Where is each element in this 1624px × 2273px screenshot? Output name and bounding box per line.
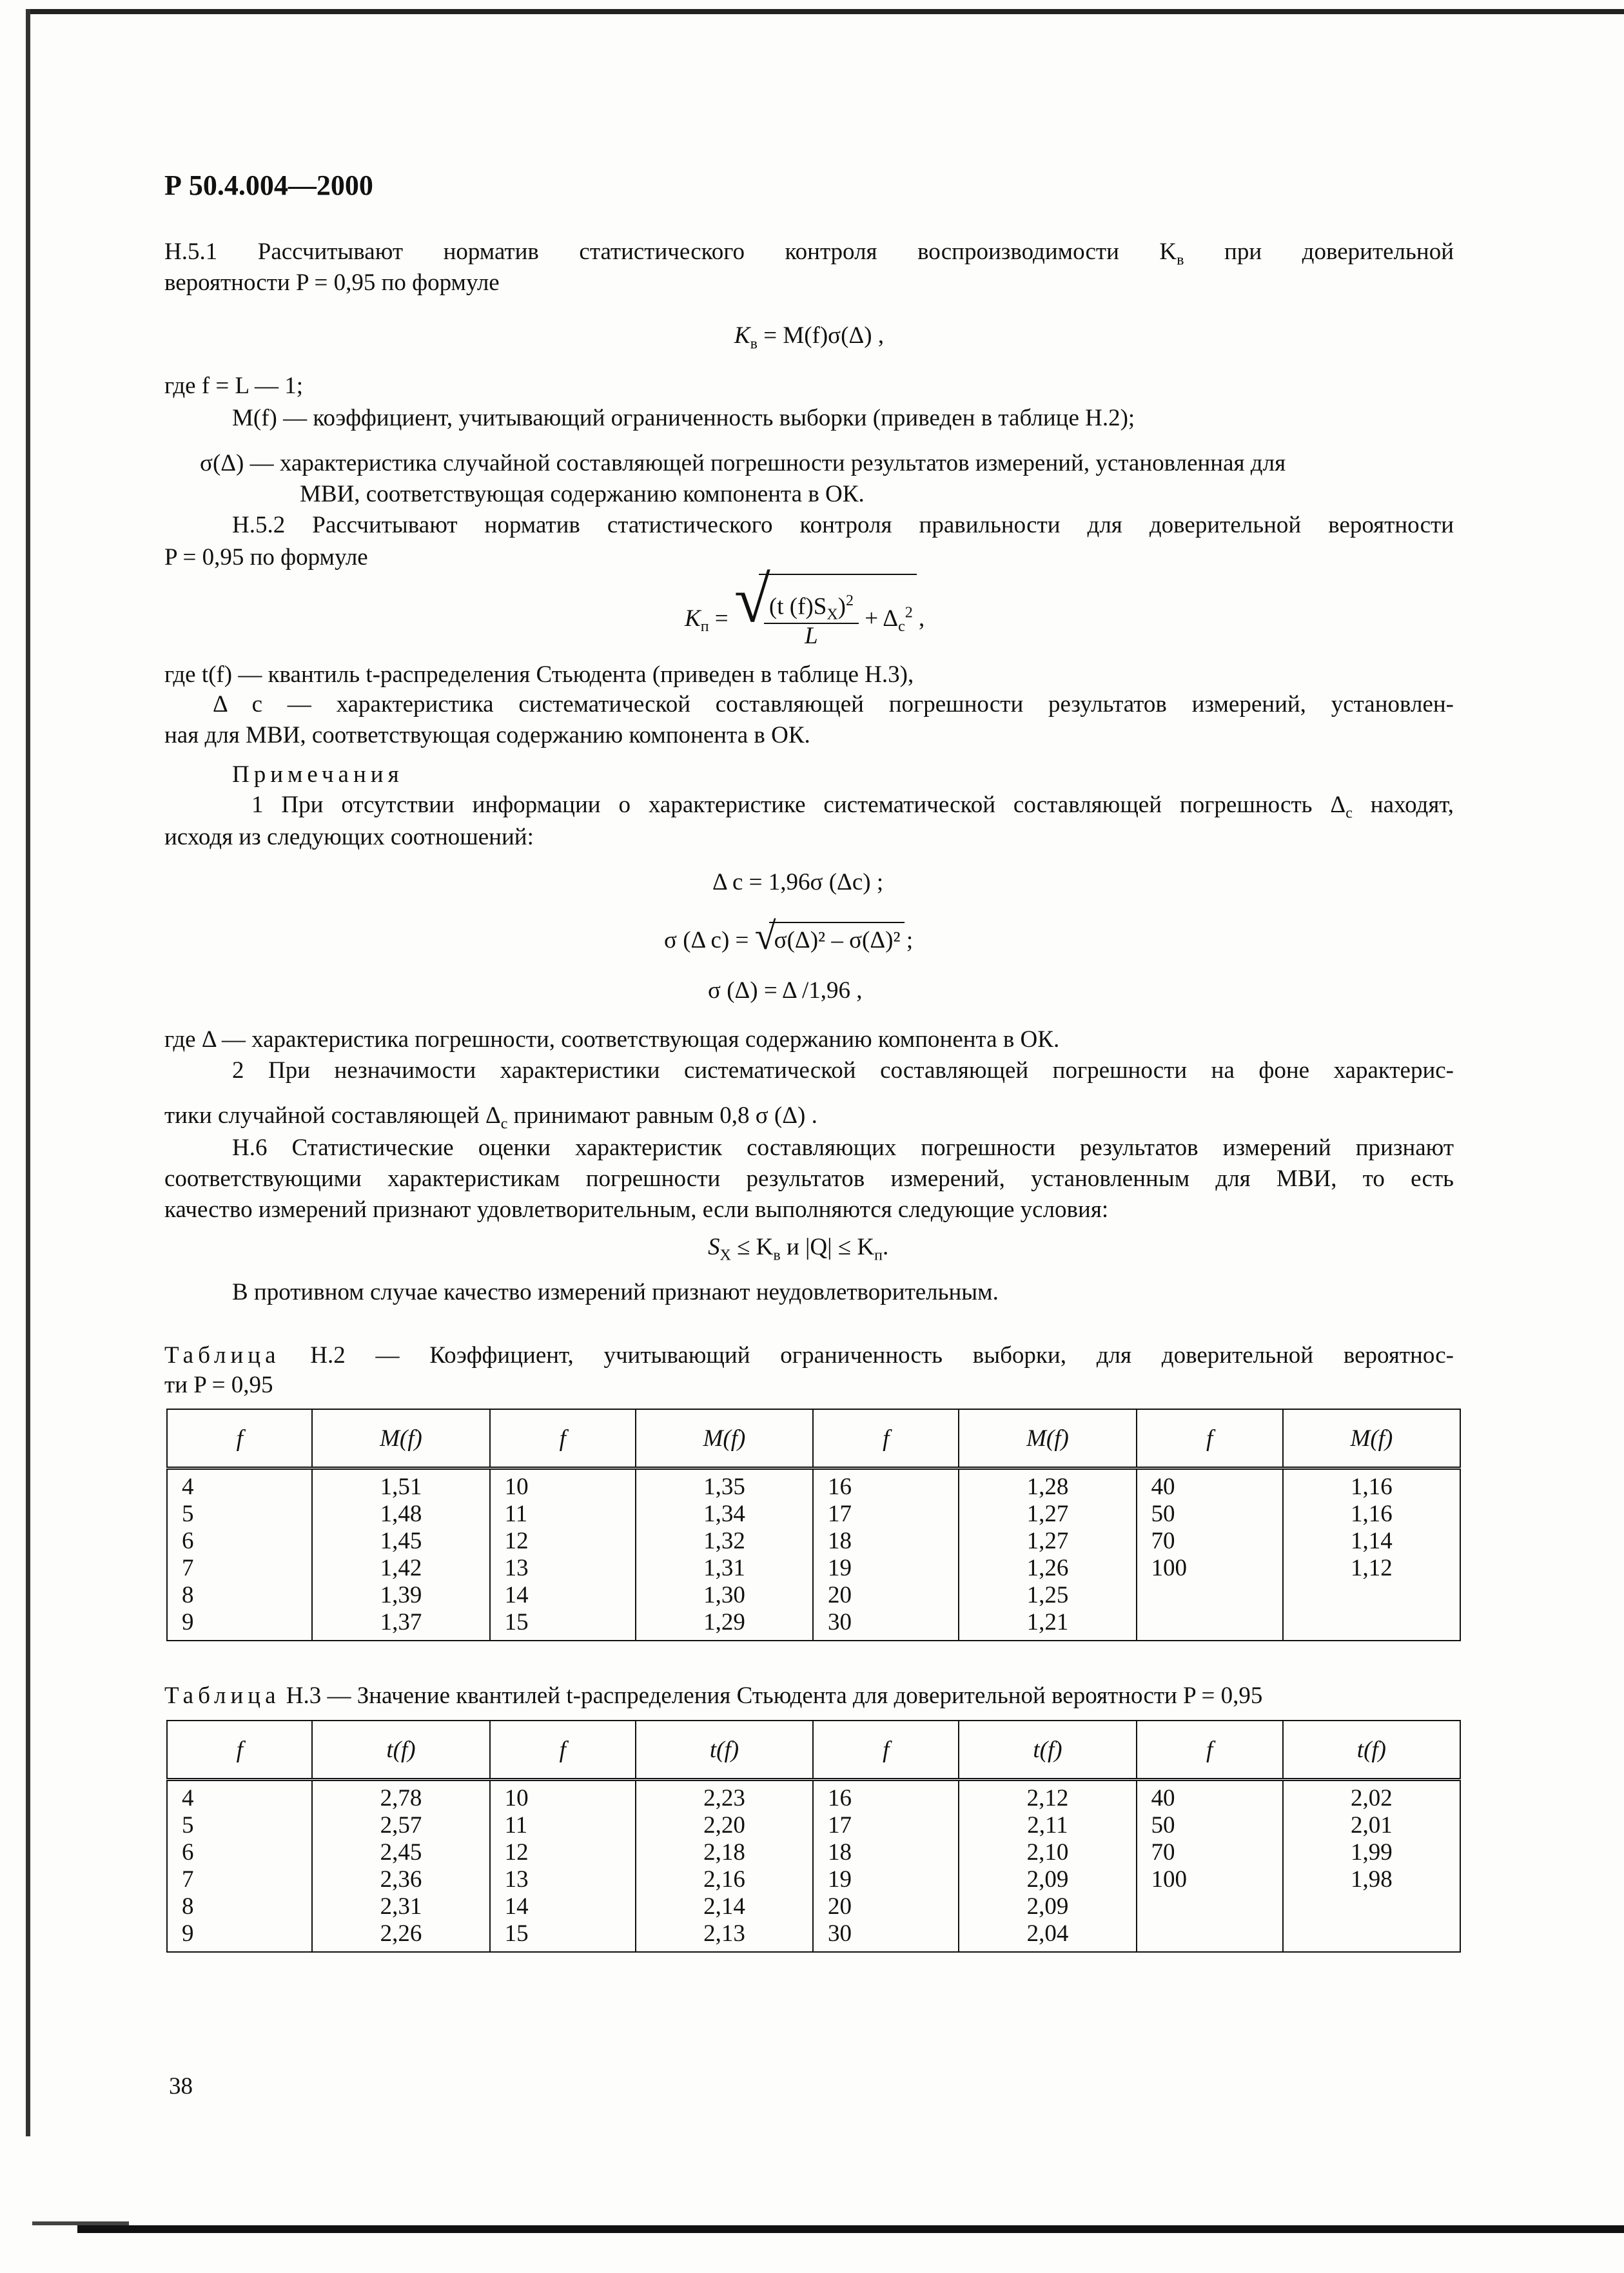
table3-header: t(f) — [1283, 1721, 1460, 1780]
formula-sigma-delta: σ (Δ) = Δ /1,96 , — [708, 977, 863, 1004]
table-cell: 4 — [182, 1785, 194, 1811]
h6-line2: соответствующими характеристикам погрешности результатов измерений, установленным для МВИ, то есть — [164, 1166, 1454, 1192]
table-cell: 20 — [828, 1893, 852, 1920]
table2-header: M(f) — [959, 1409, 1136, 1468]
table-cell: 2,04 — [1026, 1920, 1069, 1947]
table-cell: 1,30 — [703, 1582, 745, 1608]
h6-line1: Н.6 Статистические оценки характеристик составляющих погрешности результатов измерений признают — [232, 1135, 1454, 1161]
table-cell: 1,51 — [380, 1474, 422, 1500]
note1-line2: исходя из следующих соотношений: — [164, 824, 534, 850]
h52-paragraph-line2: P = 0,95 по формуле — [164, 544, 368, 571]
table2-column — [1283, 1468, 1460, 1641]
table2-column — [813, 1468, 959, 1641]
table3-caption: Таблица Н.3 — Значение квантилей t-распределения Стьюдента для доверительной вероятности P = 0,95 — [164, 1683, 1263, 1709]
table-cell: 8 — [182, 1582, 194, 1608]
table-cell: 1,99 — [1351, 1839, 1393, 1866]
table2-column — [1137, 1468, 1283, 1641]
table-cell: 2,13 — [703, 1920, 745, 1947]
table-cell: 1,34 — [703, 1501, 745, 1527]
table-cell: 1,32 — [703, 1528, 745, 1554]
table-cell: 1,12 — [1351, 1555, 1393, 1581]
table-cell: 2,26 — [380, 1920, 422, 1947]
h6-condition: $S_X \le K_в$ и $|Q| \le K_п$. — [708, 1234, 889, 1264]
table-cell: 1,16 — [1351, 1474, 1393, 1500]
table-cell: 40 — [1151, 1474, 1175, 1500]
table-cell: 2,57 — [380, 1812, 422, 1839]
table-cell: 1,35 — [703, 1474, 745, 1500]
table3-column — [167, 1780, 312, 1953]
table3-column — [312, 1780, 489, 1953]
table-cell: 1,14 — [1351, 1528, 1393, 1554]
table-cell: 2,36 — [380, 1866, 422, 1893]
table-cell: 2,78 — [380, 1785, 422, 1811]
note1-line1: 1 При отсутствии информации о характеристике систематической составляющей погрешность $\Delta_с$ находят, — [251, 792, 1454, 822]
note2-line1: 2 При незначимости характеристики систематической составляющей погрешности на фоне характерис- — [232, 1057, 1454, 1084]
table-cell: 1,25 — [1026, 1582, 1069, 1608]
table-cell: 5 — [182, 1812, 194, 1839]
table-cell: 5 — [182, 1501, 194, 1527]
table-cell: 1,26 — [1026, 1555, 1069, 1581]
table-cell: 1,16 — [1351, 1501, 1393, 1527]
table-cell: 1,39 — [380, 1582, 422, 1608]
table-cell: 2,11 — [1027, 1812, 1068, 1839]
table-cell: 8 — [182, 1893, 194, 1920]
table3-header: f — [813, 1721, 959, 1780]
table-cell: 9 — [182, 1609, 194, 1635]
formula-sigma-delta-c: σ (Δ с) = √ σ(Δ)² – σ(Δ)² ; — [664, 915, 914, 957]
formula-kv: $K_в = M(f)\sigma(\Delta)$ , — [734, 322, 885, 353]
table-cell: 1,45 — [380, 1528, 422, 1554]
table-cell: 2,09 — [1026, 1893, 1069, 1920]
table2-header: M(f) — [636, 1409, 813, 1468]
table-cell: 7 — [182, 1866, 194, 1893]
document-id: Р 50.4.004—2000 — [164, 170, 373, 201]
table-cell: 11 — [504, 1812, 528, 1839]
note2-line2: тики случайной составляющей $\Delta_с$ принимают равным 0,8 σ (Δ) . — [164, 1102, 817, 1133]
table3-column — [959, 1780, 1136, 1953]
table2-header: M(f) — [312, 1409, 489, 1468]
table-cell: 1,27 — [1026, 1528, 1069, 1554]
table3-column — [490, 1780, 636, 1953]
table-cell: 19 — [828, 1866, 852, 1893]
table-cell: 15 — [504, 1920, 529, 1947]
table-cell: 2,18 — [703, 1839, 745, 1866]
scan-border-top — [26, 9, 1624, 14]
table-cell: 12 — [504, 1528, 529, 1554]
h6-conclusion: В противном случае качество измерений признают неудовлетворительным. — [232, 1279, 999, 1305]
table2-header: f — [813, 1409, 959, 1468]
table-cell: 10 — [504, 1474, 529, 1500]
table-cell: 2,45 — [380, 1839, 422, 1866]
h52-where-line2: Δ с — характеристика систематической составляющей погрешности результатов измерений, установлен- — [213, 691, 1454, 717]
table-cell: 2,09 — [1026, 1866, 1069, 1893]
table-cell: 12 — [504, 1839, 529, 1866]
h51-where-line1: где f = L — 1; — [164, 373, 304, 399]
table-cell: 17 — [828, 1501, 852, 1527]
table2-column — [312, 1468, 489, 1641]
table3-header: f — [1137, 1721, 1283, 1780]
table-cell: 1,42 — [380, 1555, 422, 1581]
table-cell: 1,48 — [380, 1501, 422, 1527]
table2-caption-line2: ти P = 0,95 — [164, 1372, 273, 1398]
table-cell: 50 — [1151, 1812, 1175, 1839]
table-cell: 2,16 — [703, 1866, 745, 1893]
table3-header: t(f) — [959, 1721, 1136, 1780]
table2-body-row — [167, 1468, 1460, 1641]
table-cell: 1,27 — [1026, 1501, 1069, 1527]
table-cell: 15 — [504, 1609, 529, 1635]
table-cell: 1,29 — [703, 1609, 745, 1635]
page-number: 38 — [169, 2073, 193, 2100]
table2-column — [636, 1468, 813, 1641]
scan-border-left — [26, 9, 30, 2136]
table-cell: 50 — [1151, 1501, 1175, 1527]
table-cell: 2,12 — [1026, 1785, 1069, 1811]
table2-header-row — [167, 1409, 1460, 1468]
table-cell: 2,01 — [1351, 1812, 1393, 1839]
table-cell: 1,21 — [1026, 1609, 1069, 1635]
table-cell: 16 — [828, 1785, 852, 1811]
table-cell: 14 — [504, 1893, 529, 1920]
table-cell: 4 — [182, 1474, 194, 1500]
table-cell: 11 — [504, 1501, 528, 1527]
table-cell: 6 — [182, 1839, 194, 1866]
scan-border-bottom — [77, 2225, 1624, 2233]
table-cell: 100 — [1151, 1555, 1188, 1581]
table-cell: 6 — [182, 1528, 194, 1554]
table-cell: 13 — [504, 1866, 529, 1893]
table3-header: f — [167, 1721, 312, 1780]
table3-header: t(f) — [312, 1721, 489, 1780]
table-cell: 18 — [828, 1528, 852, 1554]
table2-header: f — [490, 1409, 636, 1468]
table2-column — [490, 1468, 636, 1641]
notes-title: Примечания — [232, 761, 404, 788]
table-cell: 19 — [828, 1555, 852, 1581]
h52-where-line1: где t(f) — квантиль t-распределения Стьюдента (приведен в таблице Н.3), — [164, 661, 914, 688]
table3-column — [1137, 1780, 1283, 1953]
h52-where-line2b: ная для МВИ, соответствующая содержанию компонента в ОК. — [164, 722, 810, 748]
table-cell: 30 — [828, 1609, 852, 1635]
table-cell: 2,31 — [380, 1893, 422, 1920]
table-cell: 1,28 — [1026, 1474, 1069, 1500]
table2-column — [959, 1468, 1136, 1641]
table-cell: 1,37 — [380, 1609, 422, 1635]
table3-body-row — [167, 1780, 1460, 1953]
table-cell: 1,98 — [1351, 1866, 1393, 1893]
table3-column — [636, 1780, 813, 1953]
h51-paragraph-line1: Н.5.1 Рассчитывают норматив статистического контроля воспроизводимости $K_в$ при доверительной — [164, 239, 1454, 269]
table-coefficient-mf — [166, 1409, 1461, 1641]
table-cell: 10 — [504, 1785, 529, 1811]
table-cell: 30 — [828, 1920, 852, 1947]
formula-delta-c: Δ с = 1,96σ (Δс) ; — [712, 869, 884, 895]
table-cell: 17 — [828, 1812, 852, 1839]
table-cell: 2,14 — [703, 1893, 745, 1920]
table-student-quantiles — [166, 1720, 1461, 1953]
h51-where-line3: σ(Δ) — характеристика случайной составляющей погрешности результатов измерений, установленная для — [200, 450, 1286, 476]
table-cell: 70 — [1151, 1839, 1175, 1866]
table-cell: 20 — [828, 1582, 852, 1608]
table2-column — [167, 1468, 312, 1641]
table-cell: 40 — [1151, 1785, 1175, 1811]
table-cell: 16 — [828, 1474, 852, 1500]
table3-header: t(f) — [636, 1721, 813, 1780]
formula-kp: $K_п$ = √ $\frac{(t (f)S_X)^2}{L}$ + $\Delta_с^2$ , — [685, 563, 925, 649]
table3-column — [813, 1780, 959, 1953]
table-cell: 13 — [504, 1555, 529, 1581]
table-cell: 7 — [182, 1555, 194, 1581]
h6-line3: качество измерений признают удовлетворительным, если выполняются следующие условия: — [164, 1196, 1109, 1223]
h52-paragraph-line1: Н.5.2 Рассчитывают норматив статистического контроля правильности для доверительной вероятности — [232, 512, 1454, 538]
table3-header-row — [167, 1721, 1460, 1780]
h51-where-line3b: МВИ, соответствующая содержанию компонента в ОК. — [300, 481, 865, 507]
table2-header: f — [1137, 1409, 1283, 1468]
table-cell: 2,20 — [703, 1812, 745, 1839]
table-cell: 70 — [1151, 1528, 1175, 1554]
table-cell: 100 — [1151, 1866, 1188, 1893]
h51-paragraph-line2: вероятности P = 0,95 по формуле — [164, 269, 500, 296]
table-cell: 2,02 — [1351, 1785, 1393, 1811]
table3-header: f — [490, 1721, 636, 1780]
table2-header: M(f) — [1283, 1409, 1460, 1468]
table3-column — [1283, 1780, 1460, 1953]
table-cell: 2,10 — [1026, 1839, 1069, 1866]
table-cell: 18 — [828, 1839, 852, 1866]
table-cell: 2,23 — [703, 1785, 745, 1811]
note1-line3: где Δ — характеристика погрешности, соответствующая содержанию компонента в ОК. — [164, 1026, 1060, 1053]
table-cell: 9 — [182, 1920, 194, 1947]
table2-header: f — [167, 1409, 312, 1468]
h51-where-line2: M(f) — коэффициент, учитывающий ограниченность выборки (приведен в таблице Н.2); — [232, 405, 1135, 431]
table-cell: 1,31 — [703, 1555, 745, 1581]
table2-caption-line1: Таблица Н.2 — Коэффициент, учитывающий ограниченность выборки, для доверительной вероятнос- — [164, 1342, 1454, 1369]
table-cell: 14 — [504, 1582, 529, 1608]
